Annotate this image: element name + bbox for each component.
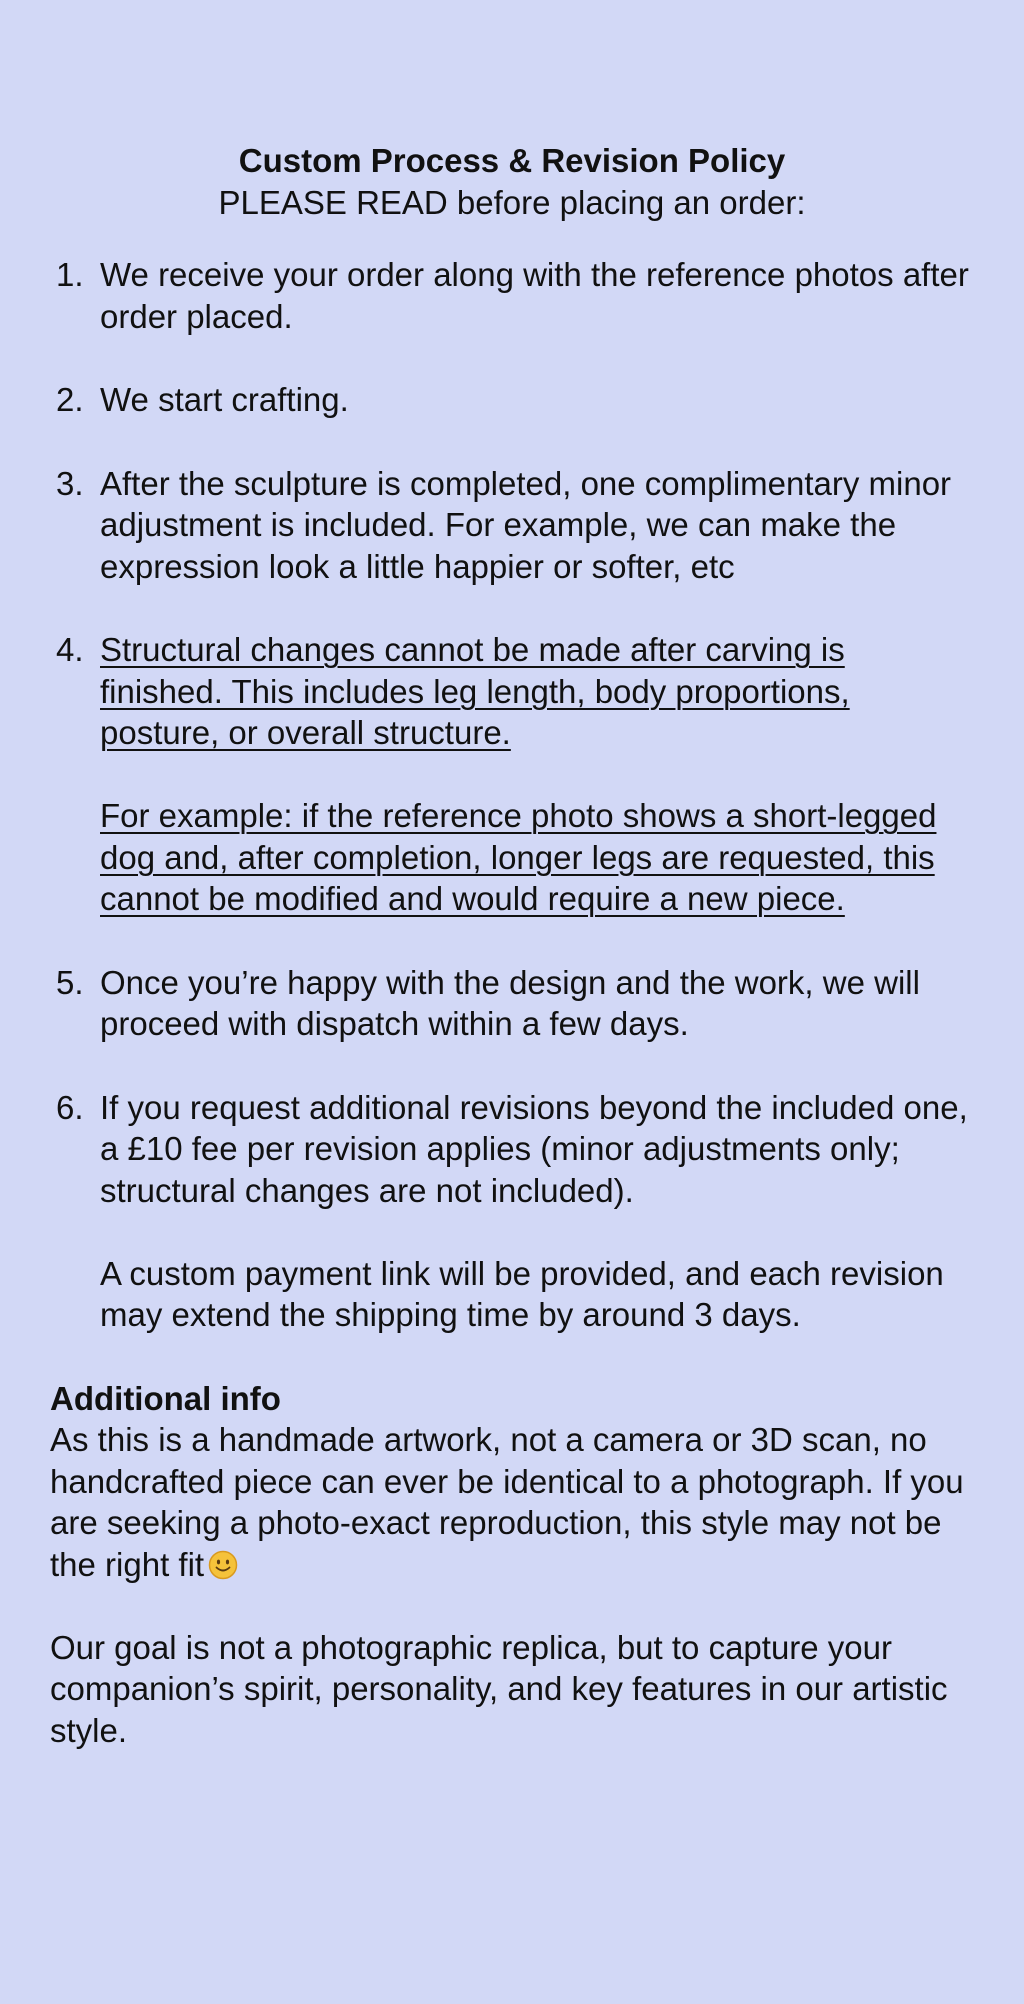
list-item <box>50 1087 974 1336</box>
step-number: 1. <box>56 256 84 293</box>
page-title: Custom Process & Revision Policy <box>238 142 786 179</box>
page-subtitle: PLEASE READ before placing an order: <box>218 184 806 221</box>
step-number: 6. <box>56 1088 84 1126</box>
list-item <box>50 254 974 337</box>
step-number: 5. <box>56 963 84 1001</box>
steps-list <box>50 254 974 1336</box>
step-number: 3. <box>56 464 84 502</box>
list-item <box>50 629 974 920</box>
list-item <box>50 379 974 421</box>
step-number: 4. <box>56 631 84 668</box>
info-paragraph-text: As this is a handmade artwork, not a camera or 3D scan, no handcrafted piece can ever be identical to a photograph. If you are seeking a photo-exact reproduction, this style may not be the right fit <box>50 1421 964 1583</box>
list-item <box>50 463 974 588</box>
step-number: 2. <box>56 381 84 418</box>
step-text: Once you’re happy with the design and the work, we will proceed with dispatch within a few days. <box>100 963 920 1042</box>
info-paragraph: Our goal is not a photographic replica, but to capture your companion’s spirit, personality, and key features in our artistic style. <box>50 1628 948 1749</box>
smiling-face-icon <box>208 1550 238 1580</box>
step-note: A custom payment link will be provided, and each revision may extend the shipping time by around 3 days. <box>100 1254 944 1333</box>
info-paragraph <box>50 1419 974 1585</box>
list-item <box>50 962 974 1045</box>
step-example-underlined: For example: if the reference photo shows a short-legged dog and, after completion, longer legs are requested, this cannot be modified and would require a new piece. <box>100 797 937 917</box>
step-text: We receive your order along with the reference photos after order placed. <box>100 256 969 335</box>
additional-info-section <box>50 1378 974 1752</box>
step-text: We start crafting. <box>100 381 349 418</box>
step-text: After the sculpture is completed, one complimentary minor adjustment is included. For example, we can make the expression look a little happier or softer, etc <box>100 464 952 585</box>
step-text-underlined: Structural changes cannot be made after carving is finished. This includes leg length, body proportions, posture, or overall structure. <box>100 631 850 751</box>
step-text: If you request additional revisions beyond the included one, a £10 fee per revision applies (minor adjustments only; structural changes are not included). <box>100 1088 968 1209</box>
section-heading: Additional info <box>50 1379 281 1417</box>
